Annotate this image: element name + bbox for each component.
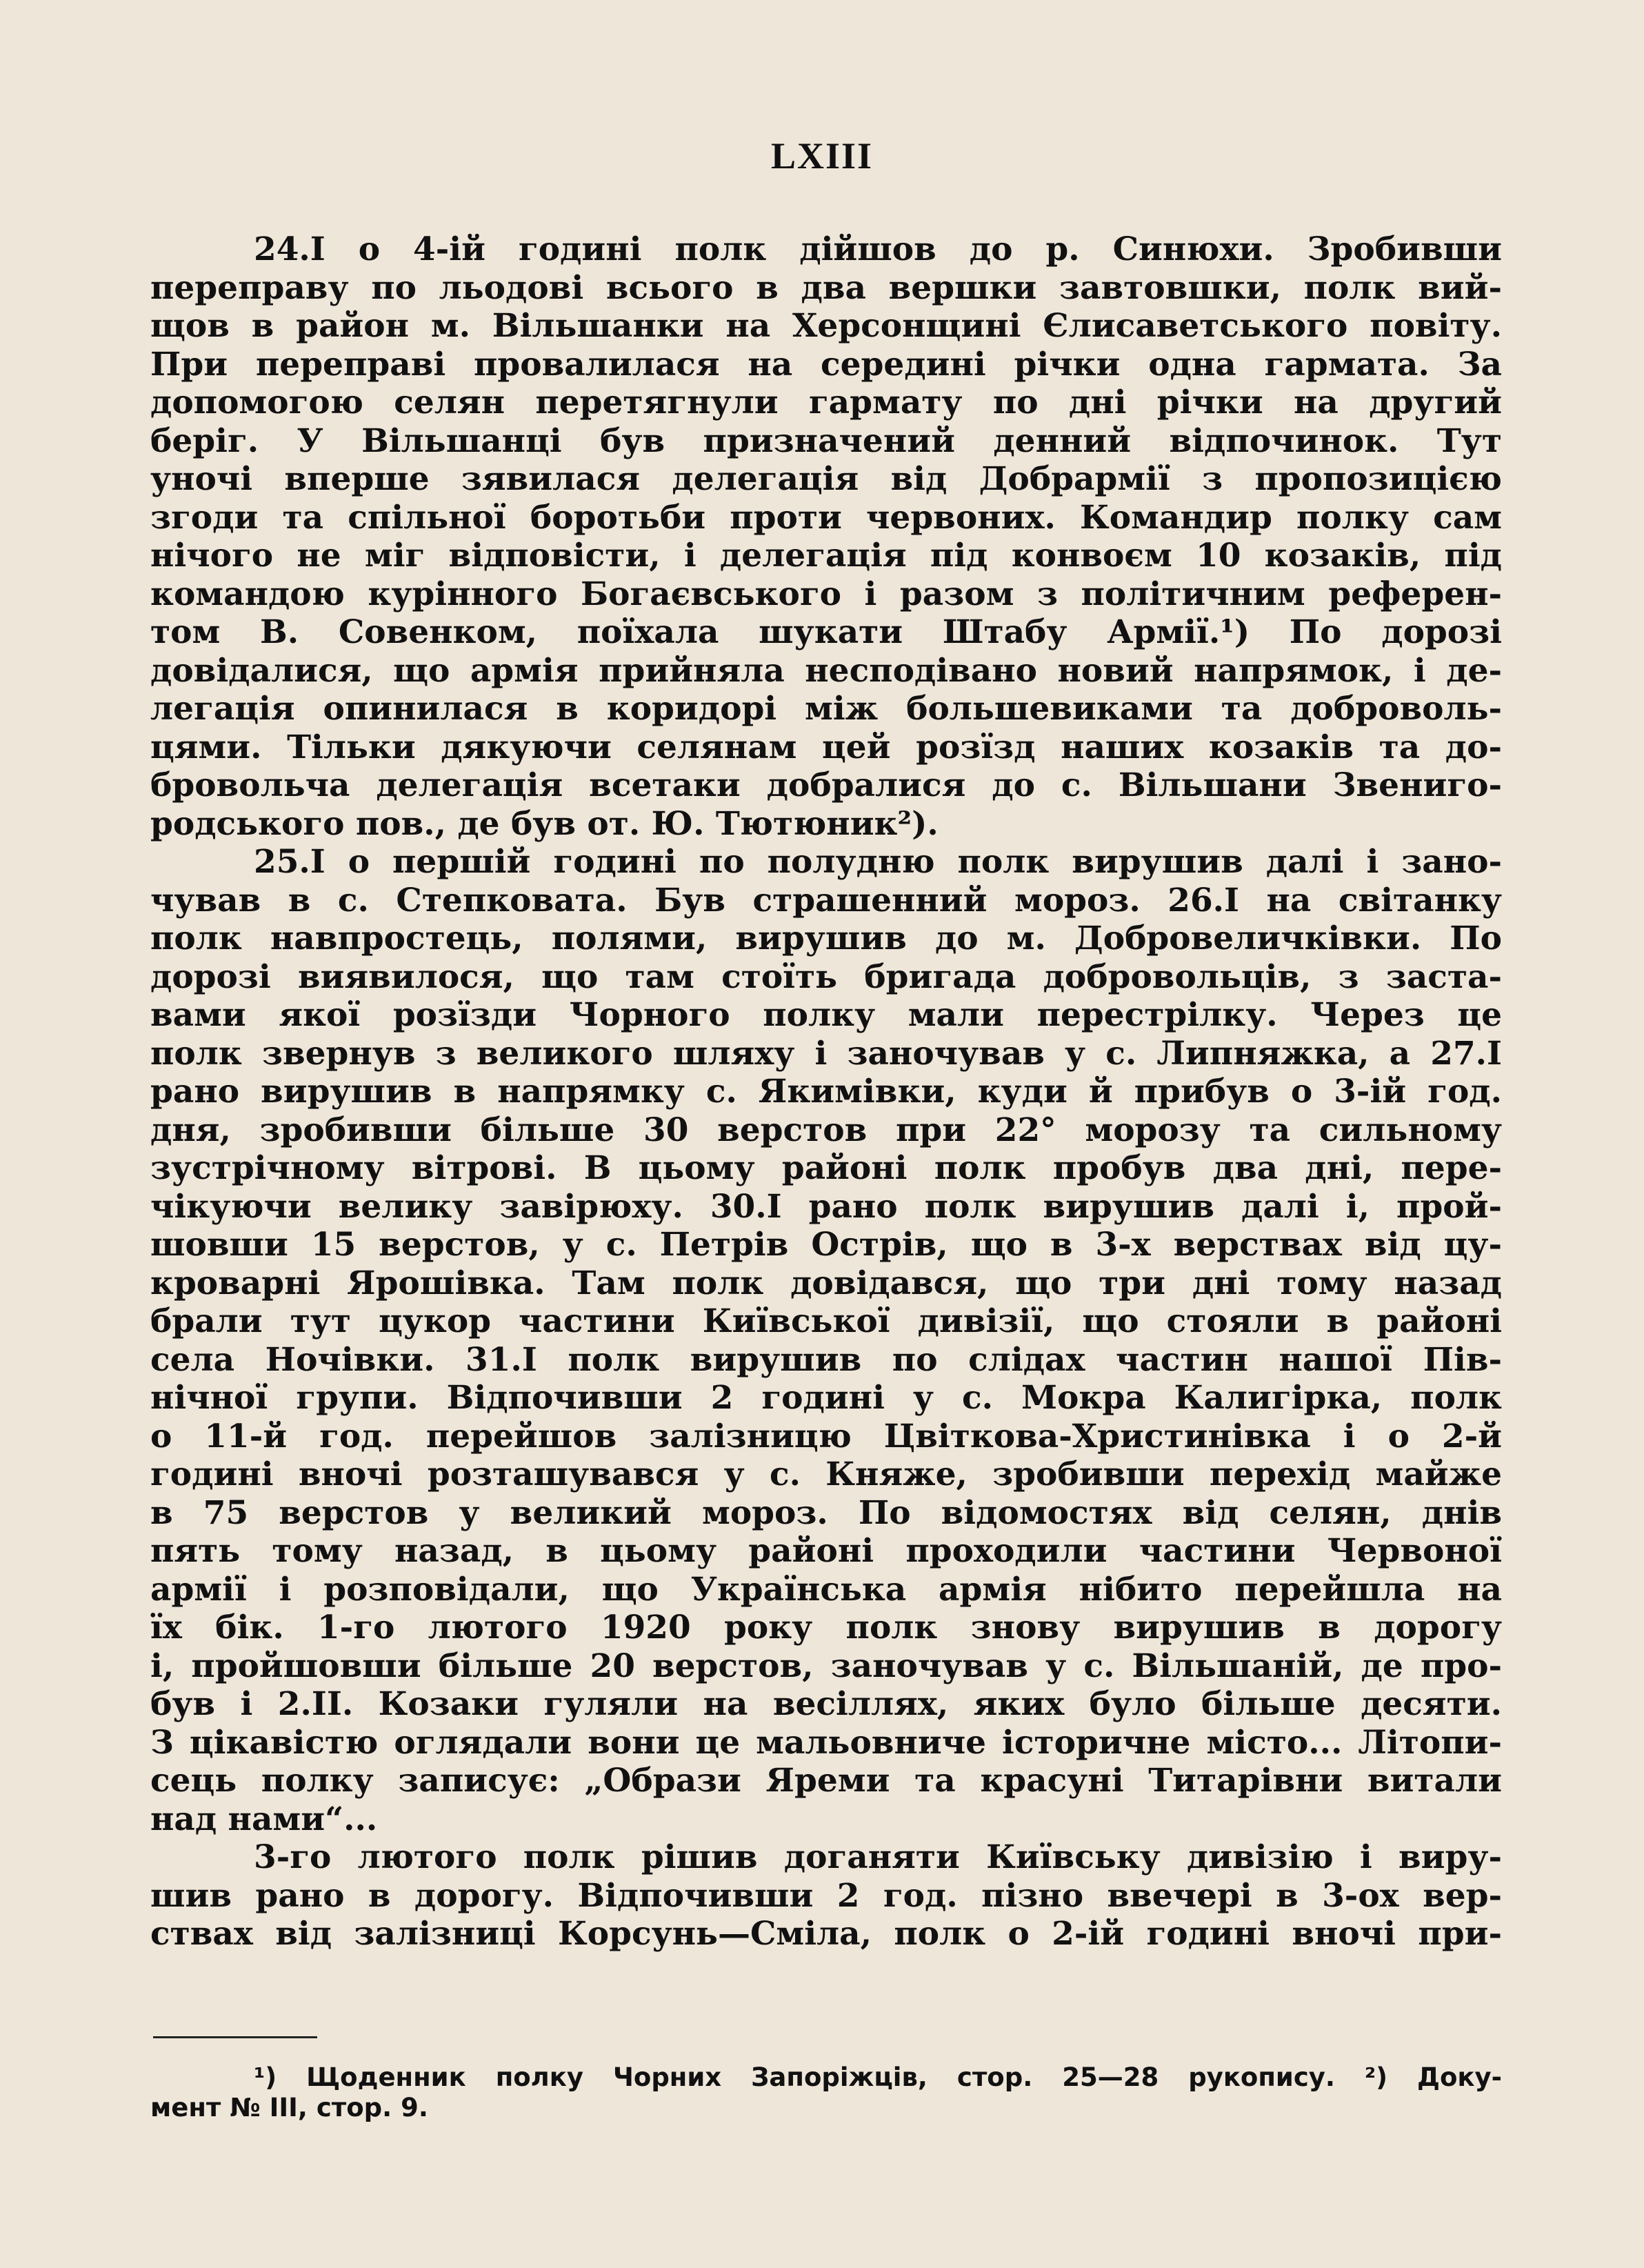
text-line: бровольча делегація всетаки добралися до с. Вільшани Звениго- xyxy=(150,766,1502,804)
text-line: командою курінного Богаєвського і разом з політичним референ- xyxy=(150,575,1502,613)
footnote-line: мент № III, стор. 9. xyxy=(150,2093,428,2122)
text-line: згоди та спільної боротьби проти червоних. Командир полку сам xyxy=(150,498,1502,537)
text-line: переправу по льодові всього в два вершки завтовшки, полк вий- xyxy=(150,268,1502,307)
text-line: їх бік. 1-го лютого 1920 року полк знову вирушив в дорогу xyxy=(150,1609,1502,1647)
text-line: щов в район м. Вільшанки на Херсонщині Єлисаветського повіту. xyxy=(150,307,1502,345)
text-line: уночі вперше зявилася делегація від Добрармії з пропозицією xyxy=(150,460,1502,498)
text-line: цями. Тільки дякуючи селянам цей розїзд наших козаків та до- xyxy=(150,728,1502,766)
text-line: чікуючи велику завірюху. 30.I рано полк вирушив далі і, прой- xyxy=(150,1187,1502,1226)
text-line: кроварні Ярошівка. Там полк довідався, що три дні тому назад xyxy=(150,1264,1502,1302)
text-line: рано вирушив в напрямку с. Якимівки, куди й прибув о 3-ій год. xyxy=(150,1073,1502,1111)
text-line: 25.I о першій годині по полудню полк вирушив далі і зано- xyxy=(254,843,1502,881)
text-line: допомогою селян перетягнули гармату по дні річки на другий xyxy=(150,384,1502,421)
footnotes xyxy=(150,2062,1502,2123)
text-line: армії і розповідали, що Українська армія нібито перейшла на xyxy=(150,1570,1502,1609)
text-line: над нами“... xyxy=(150,1800,378,1838)
text-line: нічого не міг відповісти, і делегація під конвоєм 10 козаків, під xyxy=(150,537,1502,575)
text-line: о 11-й год. перейшов залізницю Цвіткова-Христинівка і о 2-й xyxy=(150,1417,1502,1455)
text-line: вами якої розїзди Чорного полку мали перестрілку. Через це xyxy=(150,996,1502,1034)
text-line: полк звернув з великого шляху і заночував у с. Липняжка, а 27.I xyxy=(150,1034,1502,1073)
text-line: родського пов., де був от. Ю. Тютюник²). xyxy=(150,804,939,843)
text-line: годині вночі розташувався у с. Княже, зробивши перехід майже xyxy=(150,1455,1502,1493)
text-line: При переправі провалилася на середині річки одна гармата. За xyxy=(150,345,1502,384)
text-line: полк навпростець, полями, вирушив до м. Добровеличківки. По xyxy=(150,919,1502,957)
text-line: шовши 15 верстов, у с. Петрів Острів, що в 3-х верствах від цу- xyxy=(150,1226,1502,1264)
text-line: 24.I о 4-ій годині полк дійшов до р. Синюхи. Зробивши xyxy=(254,230,1502,268)
text-line: легація опинилася в коридорі між большевиками та доброволь- xyxy=(150,690,1502,728)
text-line: і, пройшовши більше 20 верстов, заночував у с. Вільшаній, де про- xyxy=(150,1647,1502,1685)
text-line: беріг. У Вільшанці був призначений денний відпочинок. Тут xyxy=(150,421,1502,460)
text-line: брали тут цукор частини Київської дивізії, що стояли в районі xyxy=(150,1302,1502,1340)
footnote-divider xyxy=(153,2036,317,2038)
text-line: дорозі виявилося, що там стоїть бригада добровольців, з заста- xyxy=(150,957,1502,996)
text-line: зустрічному вітрові. В цьому районі полк пробув два дні, пере- xyxy=(150,1149,1502,1187)
footnote-line: ¹) Щоденник полку Чорних Запоріжців, стор. 25—28 рукопису. ²) Доку- xyxy=(254,2062,1502,2092)
text-line: в 75 верстов у великий мороз. По відомостях від селян, днів xyxy=(150,1493,1502,1532)
text-line: довідалися, що армія прийняла несподівано новий напрямок, і де- xyxy=(150,651,1502,690)
body-text xyxy=(150,230,1502,1953)
text-line: том В. Совенком, поїхала шукати Штабу Армії.¹) По дорозі xyxy=(150,613,1502,651)
text-line: був і 2.II. Козаки гуляли на весіллях, яких було більше десяти. xyxy=(150,1685,1502,1723)
text-line: 3-го лютого полк рішив доганяти Київську дивізію і виру- xyxy=(254,1838,1502,1876)
text-line: дня, зробивши більше 30 верстов при 22° морозу та сильному xyxy=(150,1111,1502,1149)
text-line: пять тому назад, в цьому районі проходили частини Червоної xyxy=(150,1532,1502,1570)
text-line: ствах від залізниці Корсунь—Сміла, полк о 2-ій годині вночі при- xyxy=(150,1915,1502,1953)
text-line: сець полку записує: „Образи Яреми та красуні Титарівни витали xyxy=(150,1762,1502,1800)
text-line: чував в с. Степковата. Був страшенний мороз. 26.I на світанку xyxy=(150,881,1502,919)
text-line: нічної групи. Відпочивши 2 годині у с. Мокра Калигірка, полк xyxy=(150,1379,1502,1417)
page-number: LXIII xyxy=(770,135,874,177)
text-line: З цікавістю оглядали вони це мальовниче історичне місто... Літопи- xyxy=(150,1723,1502,1762)
text-line: шив рано в дорогу. Відпочивши 2 год. пізно ввечері в 3-ох вер- xyxy=(150,1876,1502,1915)
text-line: села Ночівки. 31.I полк вирушив по слідах частин нашої Пів- xyxy=(150,1340,1502,1379)
